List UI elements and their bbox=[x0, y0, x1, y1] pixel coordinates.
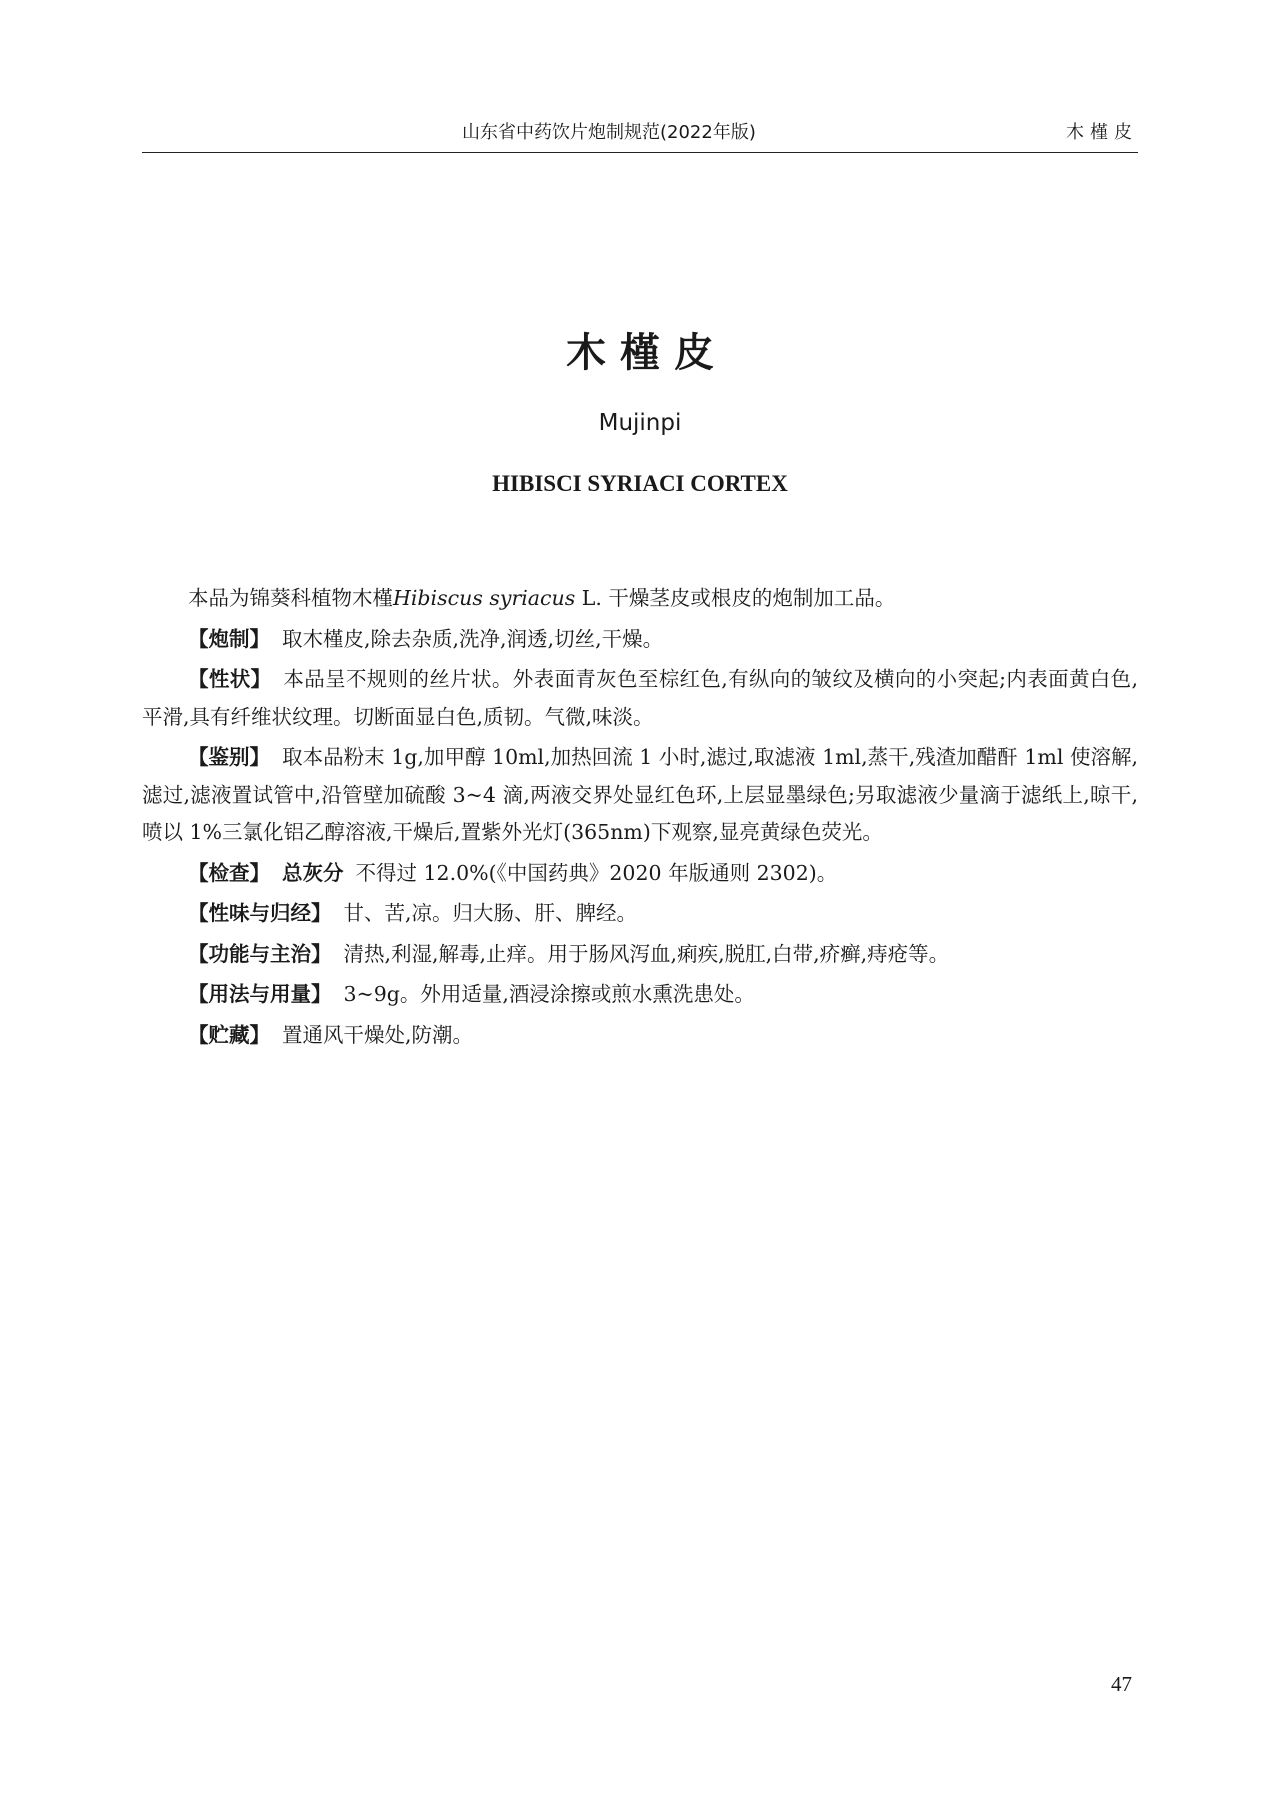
section-text-processing: 取木槿皮,除去杂质,洗净,润透,切丝,干燥。 bbox=[282, 626, 664, 651]
section-label-functions: 【功能与主治】 bbox=[188, 941, 332, 966]
section-inspection bbox=[142, 855, 1138, 893]
section-label-usage: 【用法与用量】 bbox=[188, 982, 332, 1006]
section-functions bbox=[142, 936, 1138, 974]
entry-title-chinese: 木槿皮 bbox=[566, 330, 728, 376]
section-nature bbox=[142, 895, 1138, 933]
running-header bbox=[142, 118, 1138, 148]
section-label-storage: 【贮藏】 bbox=[188, 1022, 270, 1047]
header-entry-name: 木槿皮 bbox=[1066, 122, 1138, 143]
section-text-description: 本品呈不规则的丝片状。外表面青灰色至棕红色,有纵向的皱纹及横向的小突起;内表面黄白色,平滑,具有纤维状纹理。切断面显白色,质韧。气微,味淡。 bbox=[142, 667, 1139, 729]
section-sublabel-total-ash: 总灰分 bbox=[282, 860, 344, 885]
section-processing bbox=[142, 621, 1138, 659]
section-storage bbox=[142, 1017, 1138, 1055]
section-label-inspection: 【检查】 bbox=[188, 860, 270, 885]
section-text-usage: 3~9g。外用适量,酒浸涂擦或煎水熏洗患处。 bbox=[343, 982, 755, 1006]
species-name: Hibiscus syriacus bbox=[393, 586, 576, 610]
section-text-storage: 置通风干燥处,防潮。 bbox=[282, 1022, 474, 1047]
monograph-body bbox=[142, 580, 1138, 1057]
section-text-inspection: 不得过 12.0%(《中国药典》2020 年版通则 2302)。 bbox=[355, 860, 838, 885]
intro-paragraph bbox=[142, 580, 1138, 618]
page-number: 47 bbox=[1111, 1672, 1132, 1696]
header-divider bbox=[142, 152, 1138, 153]
entry-title-latin: HIBISCI SYRIACI CORTEX bbox=[492, 471, 788, 496]
section-label-processing: 【炮制】 bbox=[188, 626, 270, 651]
section-description bbox=[142, 661, 1138, 736]
section-label-nature: 【性味与归经】 bbox=[188, 901, 332, 925]
section-label-identification: 【鉴别】 bbox=[188, 745, 271, 769]
section-label-description: 【性状】 bbox=[188, 667, 272, 691]
entry-title-pinyin: Mujinpi bbox=[598, 410, 682, 436]
intro-text-before: 本品为锦葵科植物木槿 bbox=[188, 586, 393, 610]
section-text-functions: 清热,利湿,解毒,止痒。用于肠风泻血,痢疾,脱肛,白带,疥癣,痔疮等。 bbox=[343, 941, 950, 966]
section-text-identification: 取本品粉末 1g,加甲醇 10ml,加热回流 1 小时,滤过,取滤液 1ml,蒸干,残渣加醋酐 1ml 使溶解,滤过,滤液置试管中,沿管壁加硫酸 3~4 滴,两液交界处显红色环,上层显墨绿色;另取滤液少量滴于滤纸上,晾干,喷以 1%三氯化铝乙醇溶液,干燥后,置紫外光灯(365nm)下观察,显亮黄绿色荧光。 bbox=[142, 745, 1139, 844]
header-book-title: 山东省中药饮片炮制规范(2022年版) bbox=[462, 122, 756, 143]
section-usage bbox=[142, 976, 1138, 1014]
section-identification bbox=[142, 739, 1138, 852]
section-text-nature: 甘、苦,凉。归大肠、肝、脾经。 bbox=[343, 901, 638, 925]
intro-text-after: L. 干燥茎皮或根皮的炮制加工品。 bbox=[575, 586, 896, 610]
entry-title-block bbox=[0, 325, 1280, 499]
